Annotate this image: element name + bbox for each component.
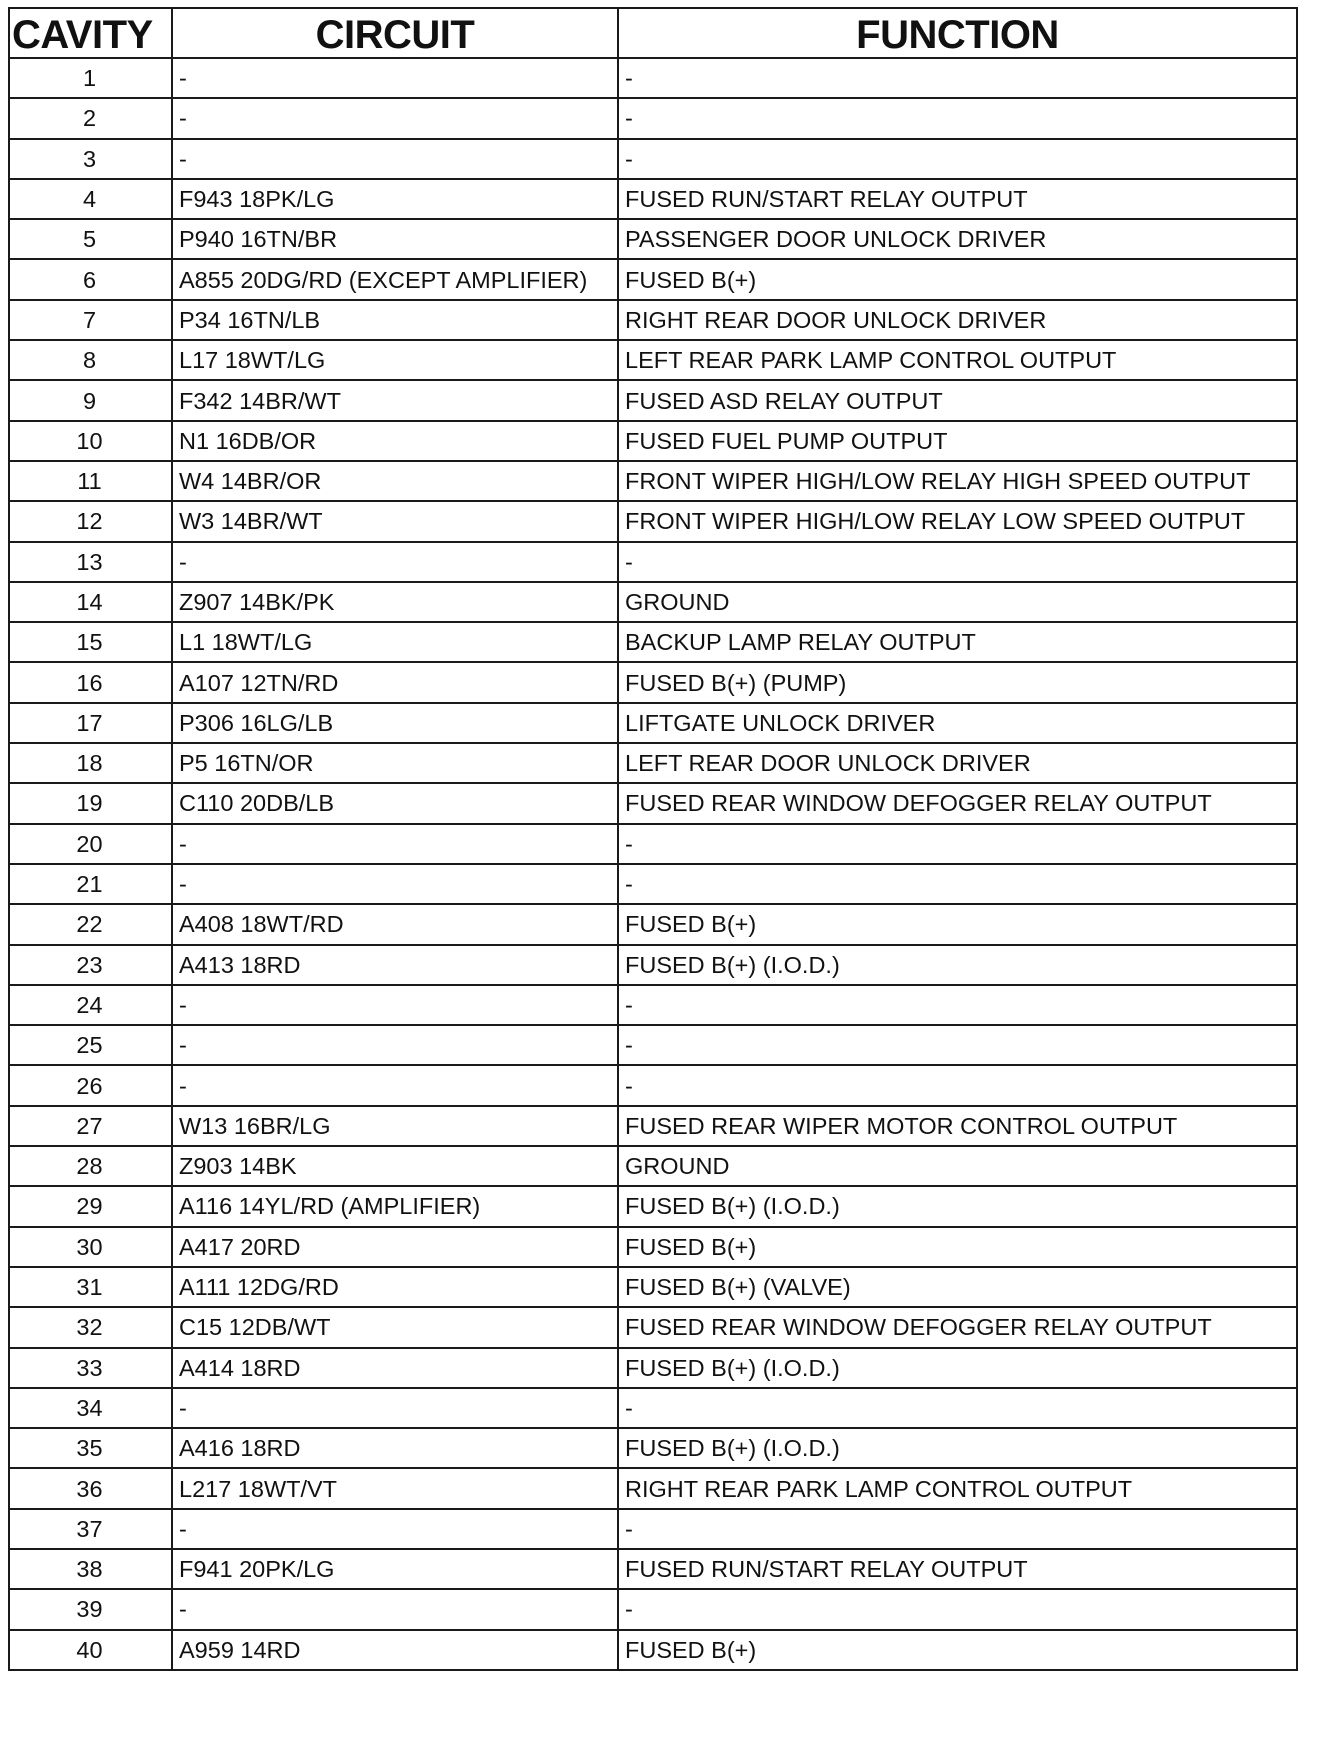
column-header-cavity: CAVITY: [9, 8, 172, 58]
cavity-cell: 40: [9, 1630, 172, 1670]
table-row: [9, 945, 1297, 985]
circuit-cell: -: [172, 1589, 618, 1629]
table-row: [9, 1146, 1297, 1186]
function-cell: -: [618, 98, 1297, 138]
cavity-cell: 37: [9, 1509, 172, 1549]
cavity-cell: 5: [9, 219, 172, 259]
cavity-cell: 21: [9, 864, 172, 904]
circuit-cell: -: [172, 985, 618, 1025]
circuit-cell: L17 18WT/LG: [172, 340, 618, 380]
function-cell: PASSENGER DOOR UNLOCK DRIVER: [618, 219, 1297, 259]
function-cell: FUSED B(+) (I.O.D.): [618, 1348, 1297, 1388]
table-row: [9, 1348, 1297, 1388]
circuit-cell: -: [172, 58, 618, 98]
cavity-cell: 19: [9, 783, 172, 823]
table-row: [9, 824, 1297, 864]
table-row: [9, 1267, 1297, 1307]
circuit-cell: -: [172, 864, 618, 904]
cavity-cell: 18: [9, 743, 172, 783]
table-row: [9, 1065, 1297, 1105]
cavity-cell: 33: [9, 1348, 172, 1388]
circuit-cell: F943 18PK/LG: [172, 179, 618, 219]
table-row: [9, 139, 1297, 179]
function-cell: -: [618, 1065, 1297, 1105]
function-cell: FUSED B(+) (I.O.D.): [618, 1428, 1297, 1468]
cavity-cell: 15: [9, 622, 172, 662]
circuit-cell: A116 14YL/RD (AMPLIFIER): [172, 1186, 618, 1226]
function-cell: LEFT REAR DOOR UNLOCK DRIVER: [618, 743, 1297, 783]
table-row: [9, 219, 1297, 259]
table-row: [9, 1227, 1297, 1267]
cavity-circuit-function-table: [8, 7, 1298, 1671]
cavity-cell: 29: [9, 1186, 172, 1226]
cavity-cell: 12: [9, 501, 172, 541]
circuit-cell: P940 16TN/BR: [172, 219, 618, 259]
cavity-cell: 11: [9, 461, 172, 501]
function-cell: LIFTGATE UNLOCK DRIVER: [618, 703, 1297, 743]
circuit-cell: C15 12DB/WT: [172, 1307, 618, 1347]
table-row: [9, 703, 1297, 743]
function-cell: -: [618, 1509, 1297, 1549]
function-cell: FUSED B(+): [618, 1630, 1297, 1670]
circuit-cell: F941 20PK/LG: [172, 1549, 618, 1589]
cavity-cell: 38: [9, 1549, 172, 1589]
header-row: [9, 8, 1297, 58]
function-cell: -: [618, 542, 1297, 582]
function-cell: -: [618, 985, 1297, 1025]
circuit-cell: P306 16LG/LB: [172, 703, 618, 743]
column-header-function: FUNCTION: [618, 8, 1297, 58]
table-header: [9, 8, 1297, 58]
table-row: [9, 1549, 1297, 1589]
table-row: [9, 259, 1297, 299]
function-cell: FUSED RUN/START RELAY OUTPUT: [618, 179, 1297, 219]
cavity-cell: 22: [9, 904, 172, 944]
cavity-cell: 7: [9, 300, 172, 340]
cavity-cell: 26: [9, 1065, 172, 1105]
function-cell: -: [618, 824, 1297, 864]
table-row: [9, 300, 1297, 340]
cavity-cell: 2: [9, 98, 172, 138]
circuit-cell: A107 12TN/RD: [172, 662, 618, 702]
cavity-cell: 24: [9, 985, 172, 1025]
function-cell: FUSED B(+) (I.O.D.): [618, 945, 1297, 985]
circuit-cell: -: [172, 1065, 618, 1105]
function-cell: -: [618, 139, 1297, 179]
circuit-cell: A408 18WT/RD: [172, 904, 618, 944]
function-cell: GROUND: [618, 1146, 1297, 1186]
cavity-cell: 8: [9, 340, 172, 380]
table-row: [9, 1630, 1297, 1670]
function-cell: FUSED B(+) (I.O.D.): [618, 1186, 1297, 1226]
cavity-cell: 1: [9, 58, 172, 98]
circuit-cell: W4 14BR/OR: [172, 461, 618, 501]
function-cell: FUSED B(+) (PUMP): [618, 662, 1297, 702]
function-cell: FUSED REAR WIPER MOTOR CONTROL OUTPUT: [618, 1106, 1297, 1146]
function-cell: FUSED FUEL PUMP OUTPUT: [618, 421, 1297, 461]
circuit-cell: A959 14RD: [172, 1630, 618, 1670]
cavity-cell: 14: [9, 582, 172, 622]
circuit-cell: Z903 14BK: [172, 1146, 618, 1186]
function-cell: -: [618, 864, 1297, 904]
circuit-cell: -: [172, 139, 618, 179]
table-row: [9, 1589, 1297, 1629]
circuit-cell: W3 14BR/WT: [172, 501, 618, 541]
circuit-cell: -: [172, 98, 618, 138]
cavity-cell: 36: [9, 1468, 172, 1508]
function-cell: FUSED RUN/START RELAY OUTPUT: [618, 1549, 1297, 1589]
circuit-cell: A417 20RD: [172, 1227, 618, 1267]
function-cell: LEFT REAR PARK LAMP CONTROL OUTPUT: [618, 340, 1297, 380]
table-row: [9, 421, 1297, 461]
cavity-cell: 20: [9, 824, 172, 864]
circuit-cell: -: [172, 1025, 618, 1065]
function-cell: FUSED B(+): [618, 1227, 1297, 1267]
circuit-cell: A111 12DG/RD: [172, 1267, 618, 1307]
function-cell: FRONT WIPER HIGH/LOW RELAY HIGH SPEED OUTPUT: [618, 461, 1297, 501]
column-header-circuit: CIRCUIT: [172, 8, 618, 58]
circuit-cell: A414 18RD: [172, 1348, 618, 1388]
table-row: [9, 1509, 1297, 1549]
circuit-cell: -: [172, 824, 618, 864]
table-row: [9, 179, 1297, 219]
circuit-cell: N1 16DB/OR: [172, 421, 618, 461]
circuit-cell: P5 16TN/OR: [172, 743, 618, 783]
function-cell: RIGHT REAR PARK LAMP CONTROL OUTPUT: [618, 1468, 1297, 1508]
cavity-cell: 34: [9, 1388, 172, 1428]
cavity-cell: 23: [9, 945, 172, 985]
table-body: [9, 58, 1297, 1670]
table-row: [9, 1468, 1297, 1508]
cavity-cell: 10: [9, 421, 172, 461]
table-row: [9, 622, 1297, 662]
function-cell: -: [618, 1388, 1297, 1428]
circuit-cell: C110 20DB/LB: [172, 783, 618, 823]
cavity-cell: 39: [9, 1589, 172, 1629]
circuit-cell: W13 16BR/LG: [172, 1106, 618, 1146]
function-cell: -: [618, 1025, 1297, 1065]
circuit-cell: A413 18RD: [172, 945, 618, 985]
circuit-cell: P34 16TN/LB: [172, 300, 618, 340]
table-row: [9, 864, 1297, 904]
table-row: [9, 582, 1297, 622]
table-row: [9, 542, 1297, 582]
function-cell: -: [618, 58, 1297, 98]
table-row: [9, 1388, 1297, 1428]
table-row: [9, 380, 1297, 420]
table-row: [9, 58, 1297, 98]
cavity-cell: 30: [9, 1227, 172, 1267]
cavity-cell: 13: [9, 542, 172, 582]
table-row: [9, 461, 1297, 501]
cavity-cell: 6: [9, 259, 172, 299]
cavity-cell: 31: [9, 1267, 172, 1307]
cavity-cell: 28: [9, 1146, 172, 1186]
table-row: [9, 1307, 1297, 1347]
function-cell: RIGHT REAR DOOR UNLOCK DRIVER: [618, 300, 1297, 340]
circuit-cell: F342 14BR/WT: [172, 380, 618, 420]
table-row: [9, 985, 1297, 1025]
table-row: [9, 1428, 1297, 1468]
table-row: [9, 98, 1297, 138]
circuit-cell: A416 18RD: [172, 1428, 618, 1468]
cavity-cell: 32: [9, 1307, 172, 1347]
function-cell: GROUND: [618, 582, 1297, 622]
table-row: [9, 783, 1297, 823]
table-row: [9, 662, 1297, 702]
table-row: [9, 340, 1297, 380]
cavity-cell: 4: [9, 179, 172, 219]
cavity-cell: 25: [9, 1025, 172, 1065]
table-row: [9, 1106, 1297, 1146]
cavity-cell: 27: [9, 1106, 172, 1146]
function-cell: FUSED REAR WINDOW DEFOGGER RELAY OUTPUT: [618, 1307, 1297, 1347]
cavity-cell: 3: [9, 139, 172, 179]
function-cell: FRONT WIPER HIGH/LOW RELAY LOW SPEED OUTPUT: [618, 501, 1297, 541]
circuit-cell: -: [172, 1509, 618, 1549]
circuit-cell: A855 20DG/RD (EXCEPT AMPLIFIER): [172, 259, 618, 299]
function-cell: FUSED B(+): [618, 259, 1297, 299]
function-cell: FUSED REAR WINDOW DEFOGGER RELAY OUTPUT: [618, 783, 1297, 823]
circuit-cell: Z907 14BK/PK: [172, 582, 618, 622]
table-row: [9, 501, 1297, 541]
table-row: [9, 904, 1297, 944]
cavity-cell: 35: [9, 1428, 172, 1468]
function-cell: FUSED ASD RELAY OUTPUT: [618, 380, 1297, 420]
circuit-cell: -: [172, 542, 618, 582]
circuit-cell: L1 18WT/LG: [172, 622, 618, 662]
function-cell: FUSED B(+) (VALVE): [618, 1267, 1297, 1307]
table-row: [9, 1186, 1297, 1226]
table-row: [9, 743, 1297, 783]
function-cell: BACKUP LAMP RELAY OUTPUT: [618, 622, 1297, 662]
function-cell: -: [618, 1589, 1297, 1629]
cavity-cell: 16: [9, 662, 172, 702]
cavity-cell: 9: [9, 380, 172, 420]
circuit-cell: L217 18WT/VT: [172, 1468, 618, 1508]
function-cell: FUSED B(+): [618, 904, 1297, 944]
circuit-cell: -: [172, 1388, 618, 1428]
table-row: [9, 1025, 1297, 1065]
cavity-cell: 17: [9, 703, 172, 743]
